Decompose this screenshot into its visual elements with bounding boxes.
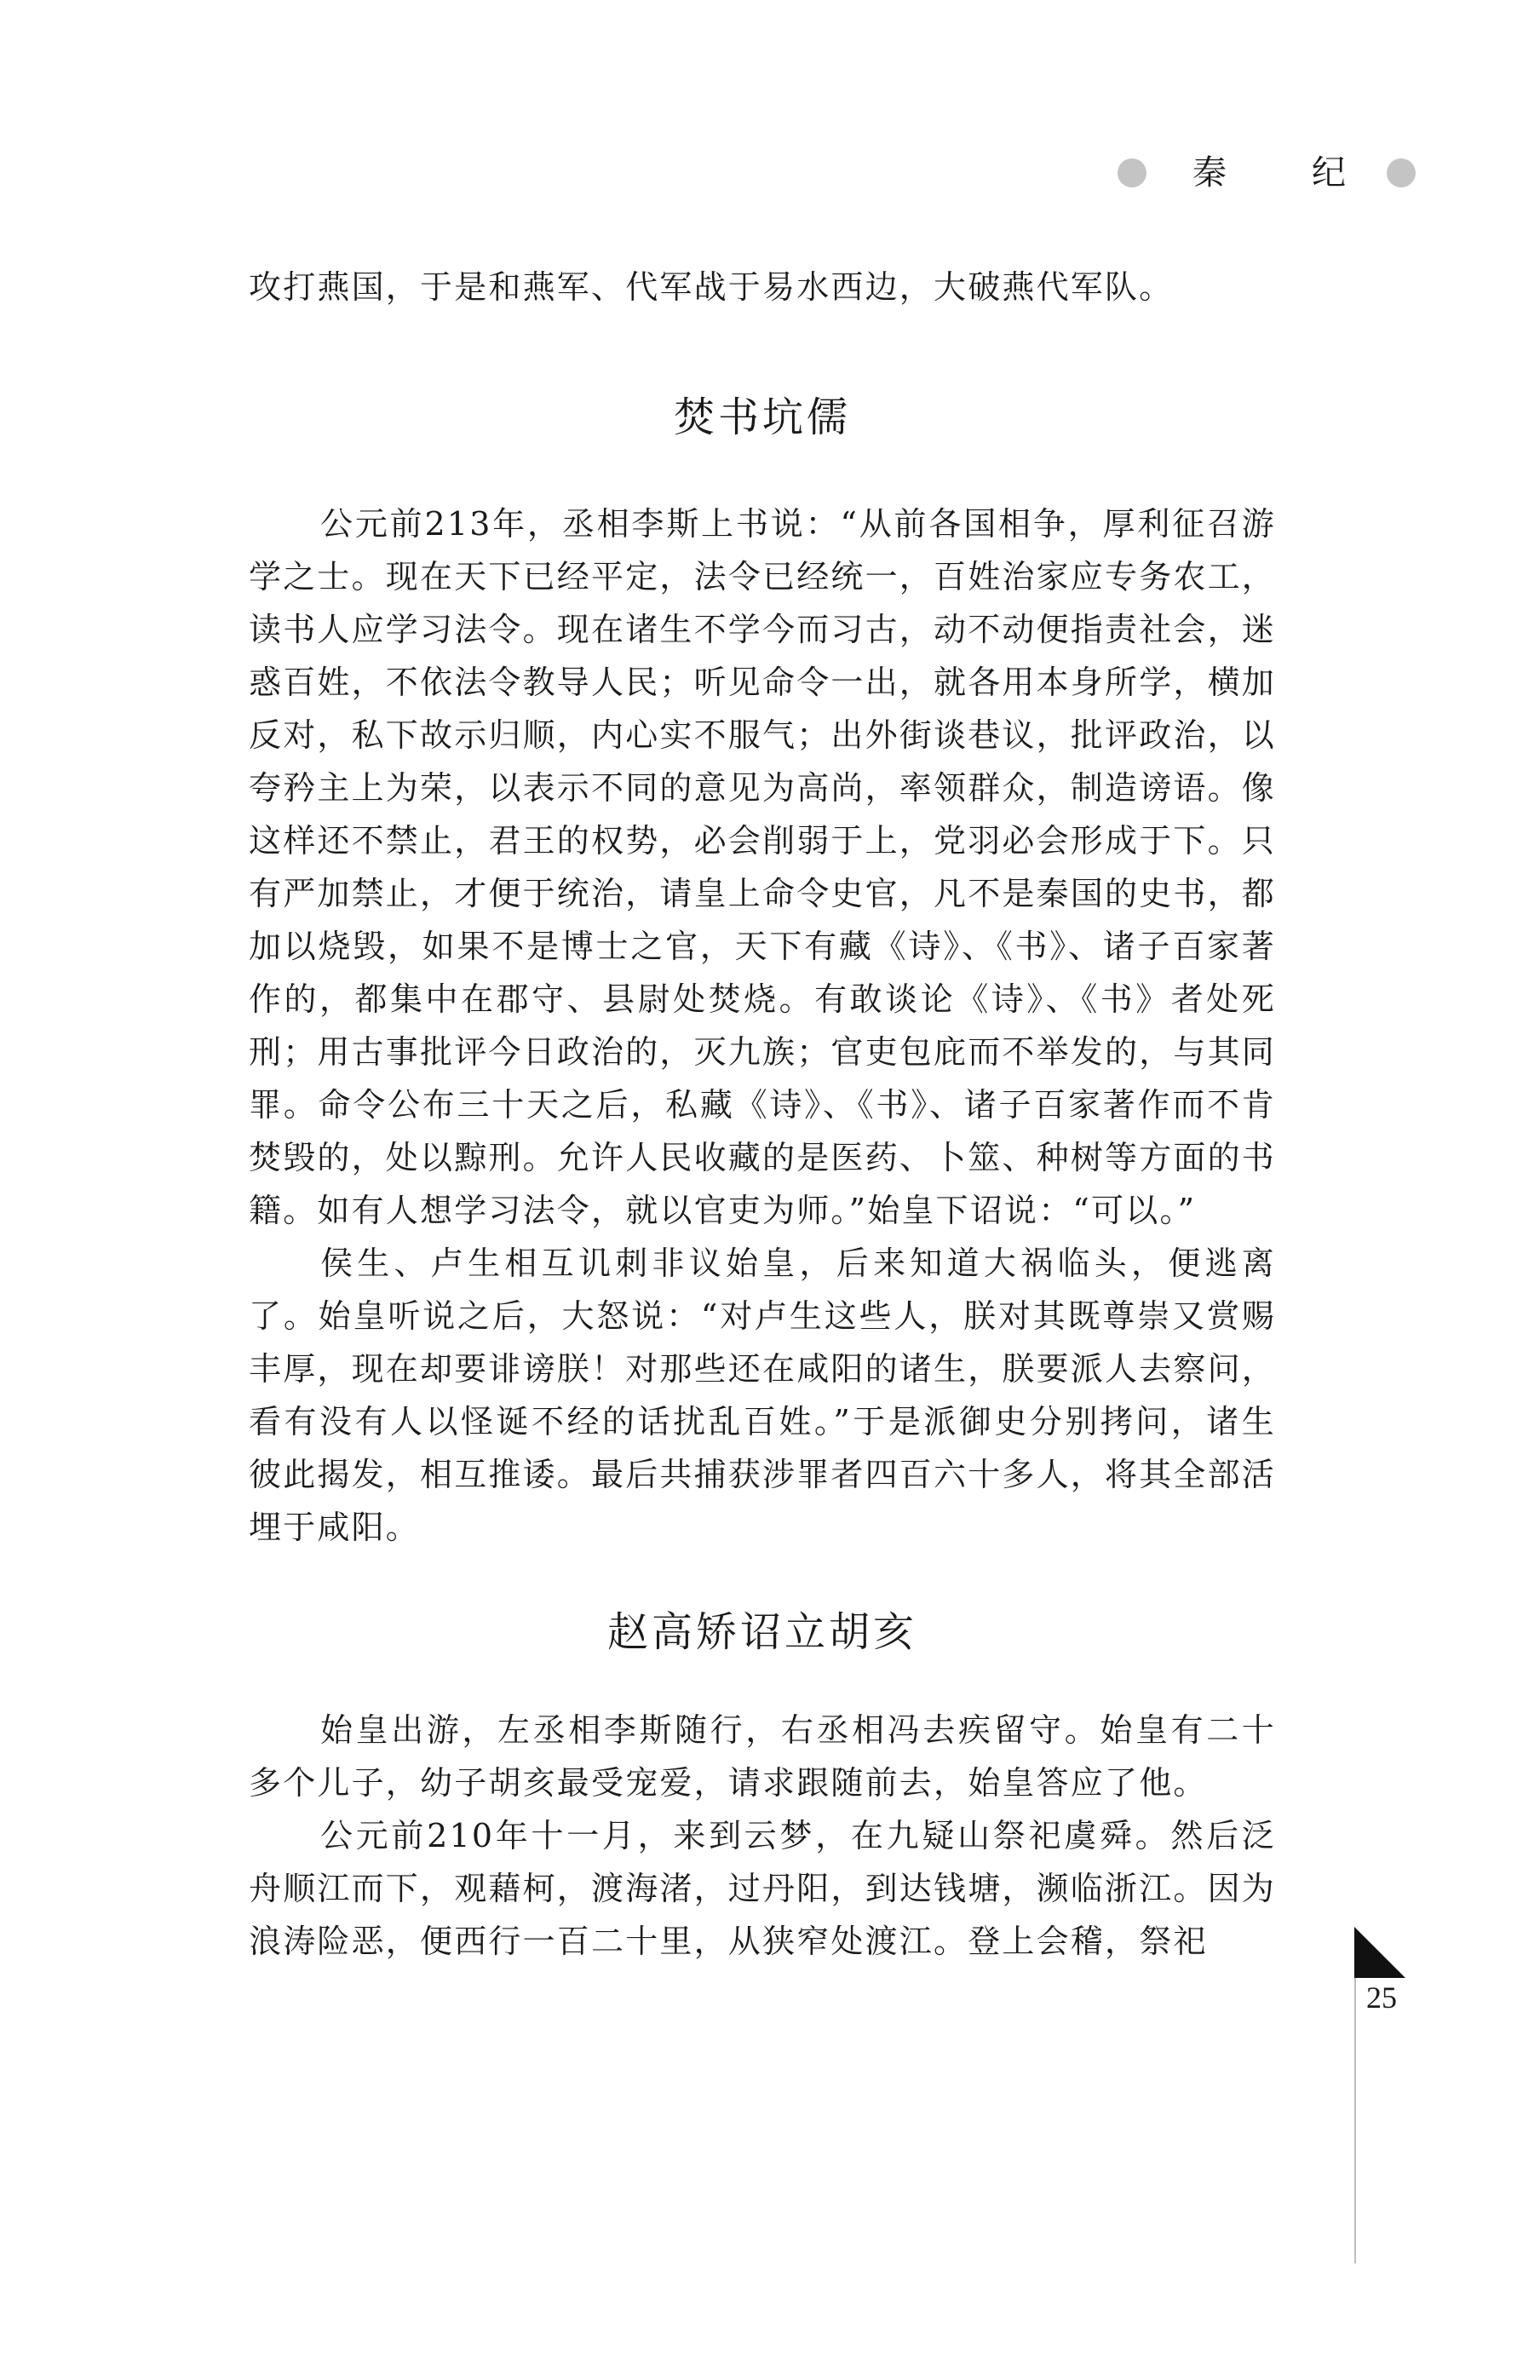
header-right-dot [1387,158,1416,187]
section1-paragraph-2: 侯生、卢生相互讥刺非议始皇，后来知道大祸临头，便逃离了。始皇听说之后，大怒说：“对卢生这些人，朕对其既尊崇又赏赐丰厚，现在却要诽谤朕！对那些还在咸阳的诸生，朕要派人去察问，看有没有人以怪诞不经的话扰乱百姓。”于是派御史分别拷问，诸生彼此揭发，相互推诿。最后共捕获涉罪者四百六十多人，将其全部活埋于咸阳。 [249,1245,1277,1546]
section-title-fenshu: 焚书坑儒 [673,394,851,441]
section2-paragraph-1: 始皇出游，左丞相李斯随行，右丞相冯去疾留守。始皇有二十多个儿子，幼子胡亥最受宠爱，请求跟随前去，始皇答应了他。 [249,1711,1276,1802]
header-left-dot [1118,158,1146,187]
section2-paragraph-2: 公元前210年十一月，来到云梦，在九疑山祭祀虞舜。然后泛舟顺江而下，观藉柯，渡海渚，过丹阳，到达钱塘，濒临浙江。因为浪涛险恶，便西行一百二十里，从狭窄处渡江。登上会稽，祭祀 [249,1817,1277,1960]
header-title-right: 纪 [1312,153,1346,193]
section-title-zhaogao: 赵高矫诏立胡亥 [606,1608,917,1656]
page-margin-rule [1354,1978,1356,2263]
page-body [249,261,1276,1968]
page-corner-triangle-icon [1354,1927,1405,1978]
section1-paragraph-1: 公元前213年，丞相李斯上书说：“从前各国相争，厚利征召游学之士。现在天下已经平定，法令已经统一，百姓治家应专务农工，读书人应学习法令。现在诸生不学今而习古，动不动便指责社会，迷惑百姓，不依法令教导人民；听见命令一出，就各用本身所学，横加反对，私下故示归顺，内心实不服气；出外街谈巷议，批评政治，以夸矜主上为荣，以表示不同的意见为高尚，率领群众，制造谤语。像这样还不禁止，君王的权势，必会削弱于上，党羽必会形成于下。只有严加禁止，才便于统治，请皇上命令史官，凡不是秦国的史书，都加以烧毁，如果不是博士之官，天下有藏《诗》、《书》、诸子百家著作的，都集中在郡守、县尉处焚烧。有敢谈论《诗》、《书》者处死刑；用古事批评今日政治的，灭九族；官吏包庇而不举发的，与其同罪。命令公布三十天之后，私藏《诗》、《书》、诸子百家著作而不肯焚毁的，处以黥刑。允许人民收藏的是医药、卜筮、种树等方面的书籍。如有人想学习法令，就以官吏为师。”始皇下诏说：“可以。” [249,505,1277,1229]
page-number: 25 [1366,1980,1397,2015]
header-title [1192,152,1346,194]
intro-paragraph: 攻打燕国，于是和燕军、代军战于易水西边，大破燕代军队。 [249,268,1174,306]
header-title-left: 秦 [1192,153,1227,193]
running-header [1107,152,1431,194]
